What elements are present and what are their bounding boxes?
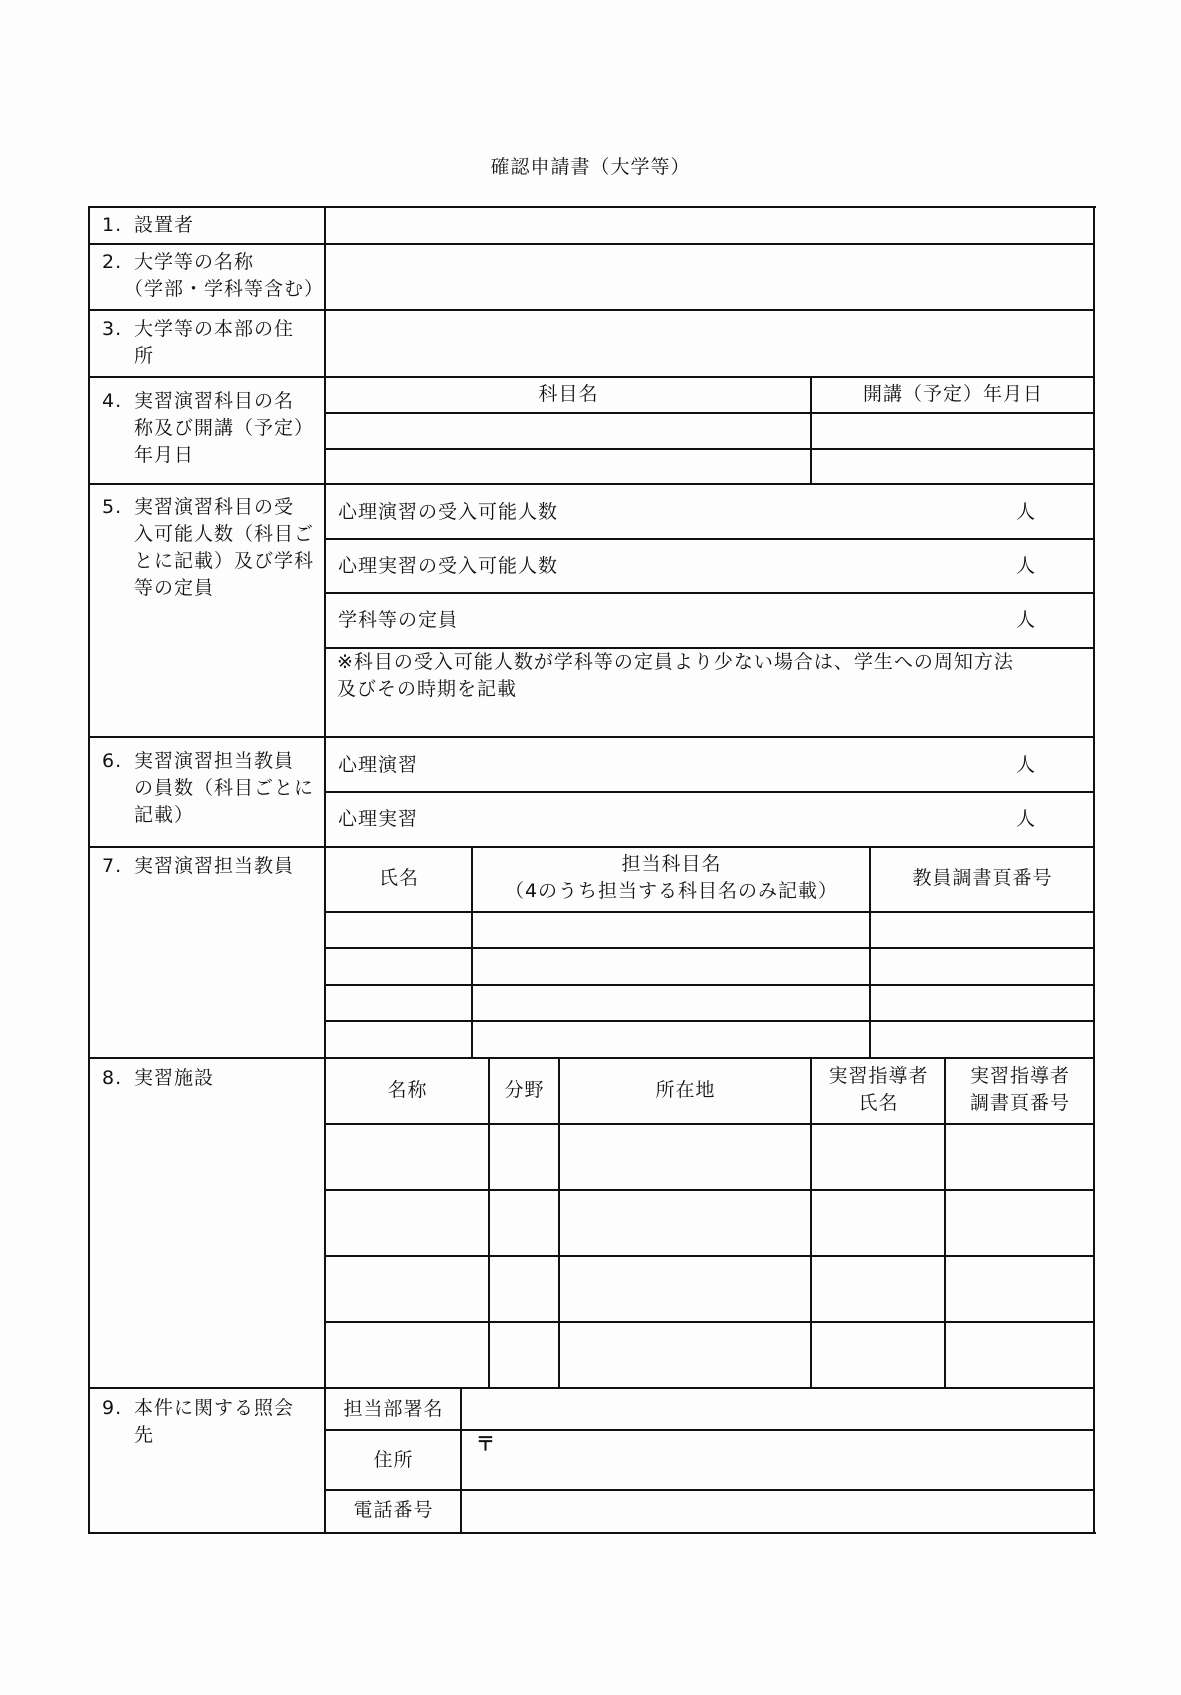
s8-header-field: 分野 [504,1079,545,1101]
s4-subject-input[interactable] [327,450,809,483]
s8-line [325,1321,1095,1323]
section-label-line: の員数（科目ごとに [134,777,315,799]
s8-line [325,1123,1095,1125]
s8-field-input[interactable] [491,1192,557,1254]
s8-location-input[interactable] [561,1192,809,1254]
s7-name-input[interactable] [327,986,470,1019]
s6-practice-label: 心理演習 [338,754,419,776]
s6-practice-staff-input[interactable] [620,739,1000,790]
section-number: 1. [102,214,123,236]
s8-supervisor-name-input[interactable] [813,1192,943,1254]
row-divider [89,483,1095,485]
s8-supervisor-page-input[interactable] [947,1192,1093,1254]
section-4-label [102,388,314,469]
s8-line [325,1189,1095,1191]
row-divider [89,846,1095,848]
s7-subject-input[interactable] [474,1022,868,1056]
section-label-line: 等の定員 [134,577,215,599]
s5-unit: 人 [1016,501,1037,523]
section-label-line: 所 [134,345,155,367]
s8-facility-name-input[interactable] [327,1258,487,1320]
s8-field-input[interactable] [491,1126,557,1188]
page-title: 確認申請書（大学等） [490,156,691,178]
section-number: 2. [102,251,123,273]
s8-col-divider [558,1058,560,1388]
s5-note-line: 及びその時期を記載 [337,678,518,700]
s9-department-input[interactable] [463,1390,1093,1428]
section-label-line: 大学等の名称 [134,251,255,273]
founder-input[interactable] [327,209,1093,243]
s7-header-name: 氏名 [378,867,419,889]
s8-header-supervisor-name [812,1063,945,1117]
section-label-line: 実習演習科目の受 [134,496,295,518]
s8-header-line: 氏名 [858,1092,899,1114]
s8-field-input[interactable] [491,1258,557,1320]
s5-training-capacity-input[interactable] [620,540,1000,591]
s8-location-input[interactable] [561,1126,809,1188]
section-label-line: 設置者 [134,214,195,236]
s5-unit: 人 [1016,555,1037,577]
s4-header-date: 開講（予定）年月日 [862,383,1043,405]
s8-field-input[interactable] [491,1324,557,1386]
s9-phone-input[interactable] [463,1491,1093,1532]
section-2-label [102,249,324,303]
section-label-line: 実習施設 [134,1067,215,1089]
s7-page-input[interactable] [872,986,1093,1019]
s8-supervisor-page-input[interactable] [947,1324,1093,1386]
s5-department-capacity-input[interactable] [620,594,1000,646]
row-divider [89,243,1095,245]
s5-unit: 人 [1016,609,1037,631]
s7-line [325,947,1095,949]
s5-note-input[interactable] [327,705,1093,735]
s8-header-line: 調書頁番号 [969,1092,1070,1114]
s8-supervisor-name-input[interactable] [813,1258,943,1320]
s8-facility-name-input[interactable] [327,1324,487,1386]
s5-department-capacity-label: 学科等の定員 [338,609,459,631]
s7-subject-input[interactable] [474,950,868,983]
s8-header-supervisor-page [946,1063,1094,1117]
s6-unit: 人 [1016,808,1037,830]
s4-header-subject: 科目名 [538,383,599,405]
s7-page-input[interactable] [872,1022,1093,1056]
section-number: 6. [102,750,123,772]
s8-location-input[interactable] [561,1324,809,1386]
section-9-label [102,1395,294,1449]
s4-date-input[interactable] [813,450,1093,483]
section-6-label [102,748,314,829]
section-number: 8. [102,1067,123,1089]
table-border-bottom [89,1532,1096,1534]
table-border-left [88,206,90,1534]
s6-line [325,791,1095,793]
section-label-line: 入可能人数（科目ご [134,523,315,545]
s7-name-input[interactable] [327,950,470,983]
section-3-label [102,316,294,370]
section-label-line: （学部・学科等含む） [124,278,325,300]
s4-subject-input[interactable] [327,414,809,448]
s7-subject-input[interactable] [474,986,868,1019]
postal-mark-icon: 〒 [476,1433,497,1455]
row-divider [89,376,1095,378]
s8-header-line: 実習指導者 [969,1065,1070,1087]
row-divider [89,309,1095,311]
s7-name-input[interactable] [327,1022,470,1056]
s5-practice-capacity-label: 心理演習の受入可能人数 [338,501,559,523]
university-name-input[interactable] [327,246,1093,309]
section-number: 9. [102,1397,123,1419]
section-label-line: とに記載）及び学科 [134,550,315,572]
s7-page-input[interactable] [872,950,1093,983]
section-number: 3. [102,318,123,340]
s8-location-input[interactable] [561,1258,809,1320]
s7-name-input[interactable] [327,913,470,947]
s7-header-subject [473,851,870,905]
s4-date-input[interactable] [813,414,1093,448]
s7-header-subject-line: （4のうち担当する科目名のみ記載） [504,880,839,902]
s8-header-location: 所在地 [655,1079,716,1101]
section-label-line: 年月日 [134,444,195,466]
s8-supervisor-name-input[interactable] [813,1324,943,1386]
section-5-label [102,494,314,602]
s8-line [325,1255,1095,1257]
s7-subject-input[interactable] [474,913,868,947]
s9-phone-label: 電話番号 [353,1499,434,1521]
section-label-line: 大学等の本部の住 [134,318,295,340]
s8-facility-name-input[interactable] [327,1126,487,1188]
table-border-top [89,206,1096,208]
row-divider [89,736,1095,738]
section-number: 4. [102,390,123,412]
s8-supervisor-page-input[interactable] [947,1258,1093,1320]
s5-practice-capacity-input[interactable] [620,486,1000,537]
s9-address-label: 住所 [373,1449,414,1471]
s5-note [337,649,1014,703]
section-number: 7. [102,855,123,877]
s6-training-label: 心理実習 [338,808,419,830]
section-label-line: 実習演習担当教員 [134,855,295,877]
section-7-label [102,853,294,880]
section-8-label [102,1065,214,1092]
s5-training-capacity-label: 心理実習の受入可能人数 [338,555,559,577]
s8-header-name: 名称 [387,1079,428,1101]
s5-note-line: ※科目の受入可能人数が学科等の定員より少ない場合は、学生への周知方法 [337,651,1014,673]
s8-col-divider [488,1058,490,1388]
s7-page-input[interactable] [872,913,1093,947]
s6-training-staff-input[interactable] [620,794,1000,845]
section-number: 5. [102,496,123,518]
s6-unit: 人 [1016,754,1037,776]
s7-header-subject-line: 担当科目名 [621,853,722,875]
s9-address-input[interactable] [463,1431,1093,1488]
headquarters-address-input[interactable] [327,312,1093,376]
section-1-label [102,212,194,239]
s8-supervisor-page-input[interactable] [947,1126,1093,1188]
section-label-line: 実習演習担当教員 [134,750,295,772]
section-label-line: 称及び開講（予定） [134,417,315,439]
section-label-line: 実習演習科目の名 [134,390,295,412]
section-label-line: 本件に関する照会 [134,1397,295,1419]
section-label-line: 記載） [134,804,195,826]
s9-department-label: 担当部署名 [343,1398,444,1420]
s7-header-page: 教員調書頁番号 [912,867,1053,889]
s8-facility-name-input[interactable] [327,1192,487,1254]
section-label-line: 先 [134,1424,155,1446]
s8-supervisor-name-input[interactable] [813,1126,943,1188]
s8-header-line: 実習指導者 [828,1065,929,1087]
